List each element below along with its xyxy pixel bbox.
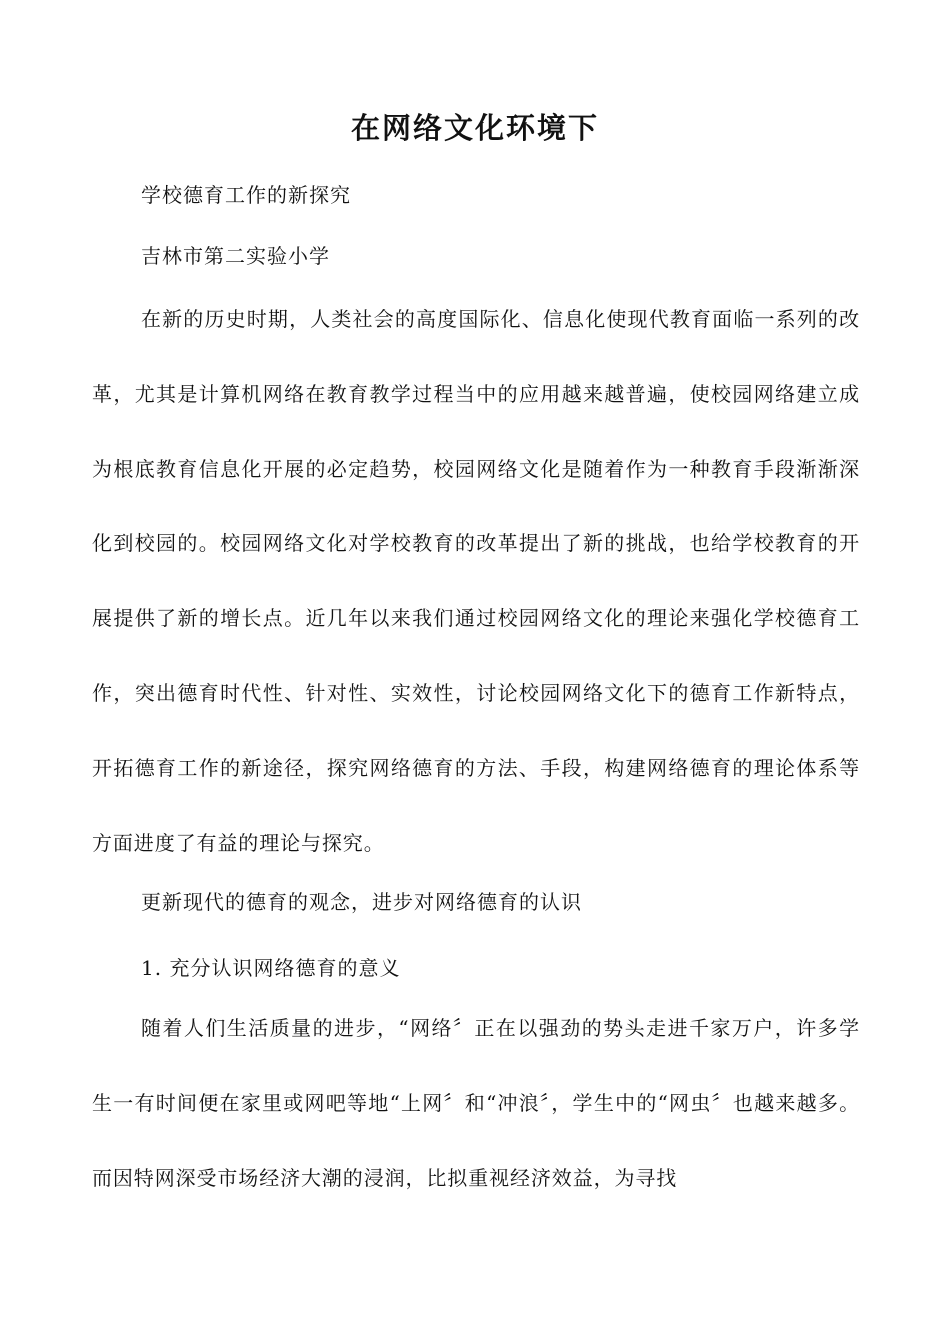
subsection-heading: 1. 充分认识网络德育的意义 xyxy=(141,956,401,980)
paragraph-network-meaning: 随着人们生活质量的进步，“网络〞正在以强劲的势头走进千家万户，许多学生一有时间便在家里或网吧等地“上网〞和“冲浪〞，学生中的“网虫〞也越来越多。而因特网深受市场经济大潮的浸润，比拟重视经济效益，为寻找 xyxy=(92,1016,860,1190)
section-heading: 更新现代的德育的观念，进步对网络德育的认识 xyxy=(141,890,582,914)
document-subtitle: 学校德育工作的新探究 xyxy=(141,183,351,207)
document-author: 吉林市第二实验小学 xyxy=(141,244,330,268)
document-title: 在网络文化环境下 xyxy=(350,111,599,145)
paragraph-intro: 在新的历史时期，人类社会的高度国际化、信息化使现代教育面临一系列的改革，尤其是计算机网络在教育教学过程当中的应用越来越普遍，使校园网络建立成为根底教育信息化开展的必定趋势，校园网络文化是随着作为一种教育手段渐渐深化到校园的。校园网络文化对学校教育的改革提出了新的挑战，也给学校教育的开展提供了新的增长点。近几年以来我们通过校园网络文化的理论来强化学校德育工作，突出德育时代性、针对性、实效性，讨论校园网络文化下的德育工作新特点，开拓德育工作的新途径，探究网络德育的方法、手段，构建网络德育的理论体系等方面进度了有益的理论与探究。 xyxy=(92,307,860,855)
